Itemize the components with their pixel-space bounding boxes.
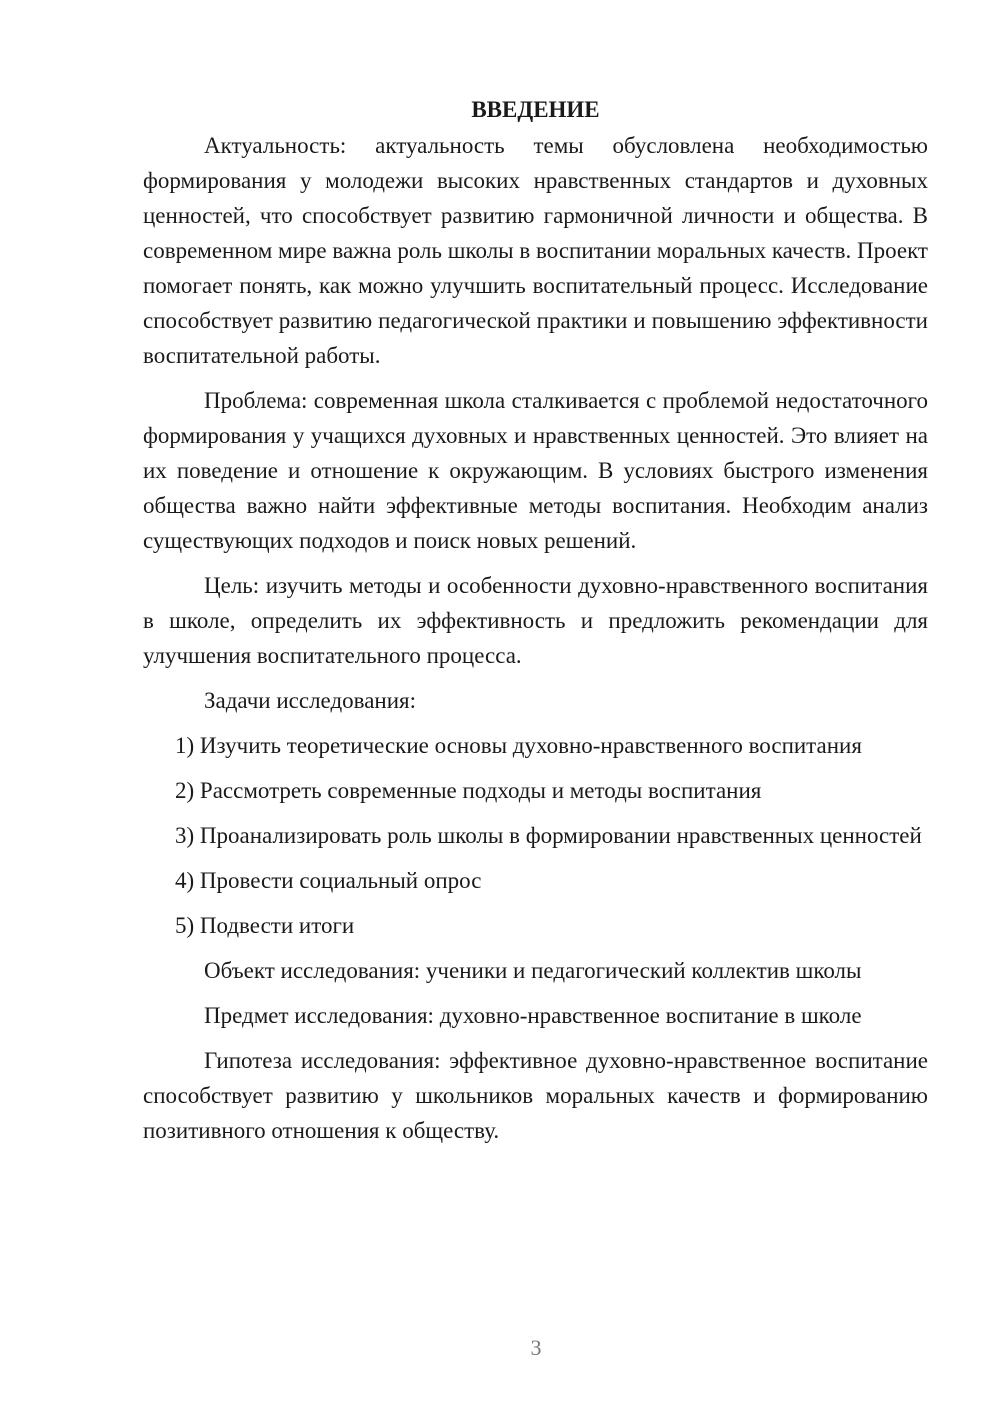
paragraph-hypothesis: Гипотеза исследования: эффективное духовно-нравственное воспитание способствует развитию у школьников моральных качеств и формированию позитивного отношения к обществу. [143,1048,928,1143]
page-content [143,92,928,1148]
page-number: 3 [530,1335,542,1360]
tasks-list [143,728,928,943]
tasks-heading: Задачи исследования: [204,688,417,713]
list-item: 4) Провести социальный опрос [175,868,482,893]
paragraph-problem: Проблема: современная школа сталкивается с проблемой недостаточного формирования у учащихся духовных и нравственных ценностей. Это влияет на их поведение и отношение к окружающим. В условиях быстрого изменения общества важно найти эффективные методы воспитания. Необходим анализ существующих подходов и поиск новых решений. [143,388,928,553]
paragraph-subject: Предмет исследования: духовно-нравственное воспитание в школе [204,1003,862,1028]
list-item: 1) Изучить теоретические основы духовно-нравственного воспитания [175,733,862,758]
paragraph-goal: Цель: изучить методы и особенности духовно-нравственного воспитания в школе, определить их эффективность и предложить рекомендации для улучшения воспитательного процесса. [143,573,928,668]
list-item: 5) Подвести итоги [175,913,355,938]
list-item: 2) Рассмотреть современные подходы и методы воспитания [175,778,762,803]
paragraph-object: Объект исследования: ученики и педагогический коллектив школы [204,958,862,983]
paragraph-relevance: Актуальность: актуальность темы обусловлена необходимостью формирования у молодежи высоких нравственных стандартов и духовных ценностей, что способствует развитию гармоничной личности и общества. В современном мире важна роль школы в воспитании моральных качеств. Проект помогает понять, как можно улучшить воспитательный процесс. Исследование способствует развитию педагогической практики и повышению эффективности воспитательной работы. [143,133,928,368]
page-title: ВВЕДЕНИЕ [471,97,600,122]
list-item: 3) Проанализировать роль школы в формировании нравственных ценностей [175,823,922,848]
